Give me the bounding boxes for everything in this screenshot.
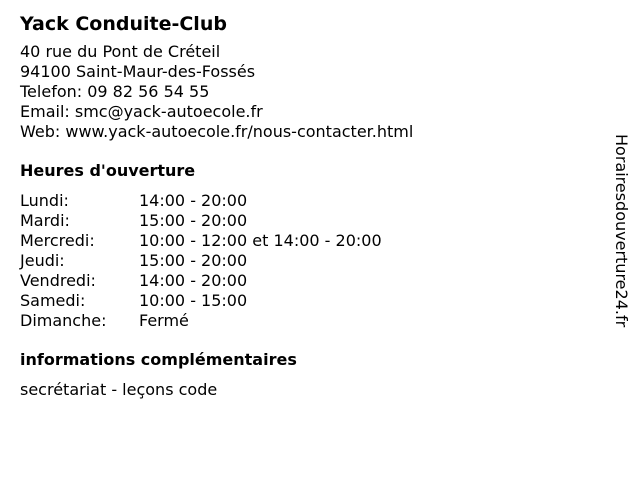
time-value: 10:00 - 12:00 et 14:00 - 20:00 — [139, 231, 382, 250]
day-label: Mardi: — [20, 211, 70, 230]
hours-row-sunday — [20, 311, 600, 331]
address-line-2: 94100 Saint-Maur-des-Fossés — [20, 62, 256, 81]
time-value: Fermé — [139, 311, 189, 330]
hours-row-friday — [20, 271, 600, 291]
side-brand-watermark — [611, 134, 631, 370]
side-brand-text: Horairesdouverture24.fr — [612, 134, 631, 328]
business-name: Yack Conduite-Club — [20, 13, 227, 35]
day-label: Mercredi: — [20, 231, 95, 250]
phone-text: Telefon: 09 82 56 54 55 — [20, 82, 210, 101]
hours-row-thursday — [20, 251, 600, 271]
opening-hours-table — [20, 191, 600, 331]
hours-row-saturday — [20, 291, 600, 311]
time-value: 15:00 - 20:00 — [139, 211, 248, 230]
time-value: 15:00 - 20:00 — [139, 251, 248, 270]
contact-block — [20, 42, 600, 142]
day-label: Dimanche: — [20, 311, 107, 330]
extra-info-text: secrétariat - leçons code — [20, 380, 218, 399]
day-label: Lundi: — [20, 191, 69, 210]
address-line-1: 40 rue du Pont de Créteil — [20, 42, 221, 61]
web-text: Web: www.yack-autoecole.fr/nous-contacter.html — [20, 122, 414, 141]
opening-hours-heading: Heures d'ouverture — [20, 161, 196, 180]
extra-info-heading: informations complémentaires — [20, 350, 297, 369]
email-text: Email: smc@yack-autoecole.fr — [20, 102, 263, 121]
day-label: Jeudi: — [20, 251, 65, 270]
time-value: 14:00 - 20:00 — [139, 191, 248, 210]
hours-row-wednesday — [20, 231, 600, 251]
day-label: Samedi: — [20, 291, 86, 310]
hours-row-tuesday — [20, 211, 600, 231]
time-value: 10:00 - 15:00 — [139, 291, 248, 310]
hours-row-monday — [20, 191, 600, 211]
day-label: Vendredi: — [20, 271, 96, 290]
business-card — [20, 10, 600, 400]
time-value: 14:00 - 20:00 — [139, 271, 248, 290]
